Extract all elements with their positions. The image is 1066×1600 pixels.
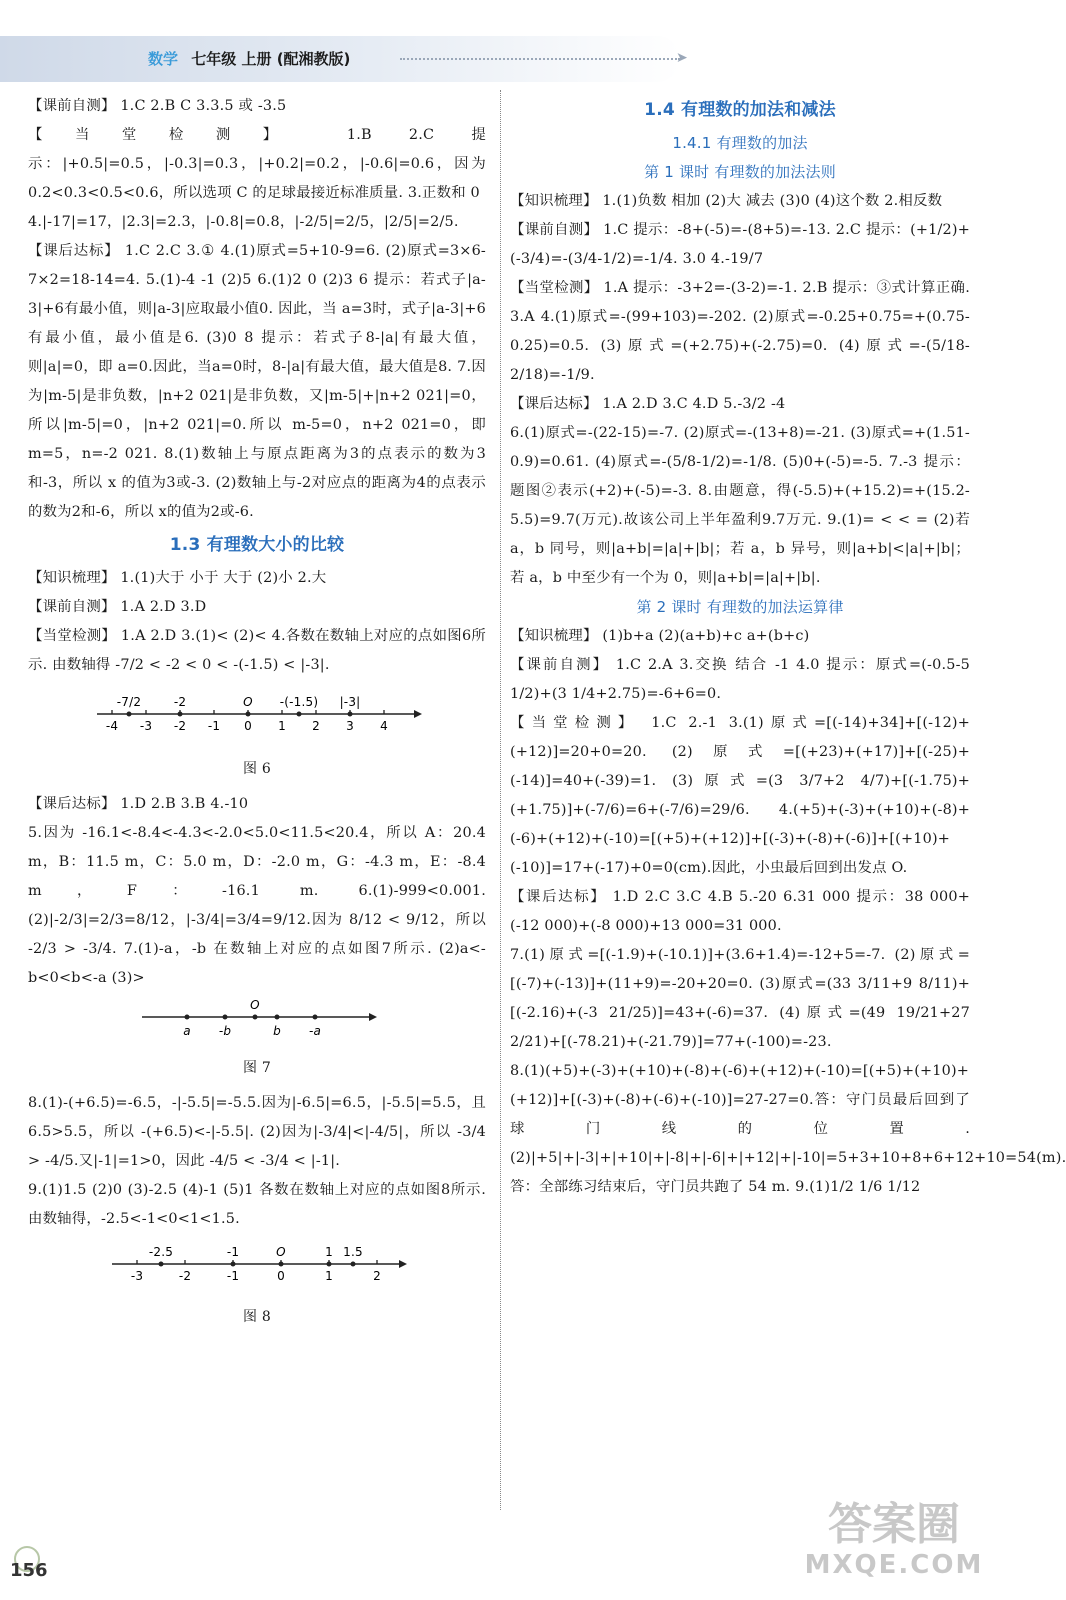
point-mark: [279, 1262, 284, 1267]
point-mark: [313, 1015, 318, 1020]
point-mark: [159, 1262, 164, 1267]
figure-7-caption: 图 7: [243, 1060, 271, 1076]
point-mark: [327, 1262, 332, 1267]
tick-label: -1: [207, 719, 221, 733]
point-mark: [297, 712, 302, 717]
figure-7: [28, 999, 486, 1083]
answer-line: 【课后达标】 1.D 2.C 3.C 4.B 5.-20 6.31 000 提示：38 000+(-12 000)+(-8 000)+13 000=31 000.: [510, 889, 970, 934]
header-title: 七年级 上册 (配湘教版): [191, 50, 351, 68]
point-label: -7/2: [116, 695, 142, 709]
header-dotted-line: [400, 58, 680, 60]
point-mark: [231, 1262, 236, 1267]
tick-label: 1: [278, 719, 286, 733]
point-label: -2: [173, 695, 187, 709]
figure-6: [28, 686, 486, 784]
answer-line: 4.|-17|=17，|2.3|=2.3，|-0.8|=0.8，|-2/5|=2/5，|2/5|=2/5.: [28, 214, 459, 230]
point-mark: [246, 712, 251, 717]
header-arrow-icon: ➤: [676, 50, 688, 66]
number-line-6: [92, 686, 422, 744]
watermark-logo: 答案圈 MXQE.COM: [804, 1499, 984, 1580]
tick-label: -2: [173, 719, 187, 733]
header-subject: 数学: [148, 50, 179, 68]
number-line-7: [137, 999, 377, 1043]
answer-line: 【课后达标】 1.A 2.D 3.C 4.D 5.-3/2 -4: [510, 396, 786, 412]
running-header: [148, 48, 350, 69]
point-label: O: [243, 695, 253, 709]
tick-label: 1: [325, 1269, 333, 1283]
answer-line: 【课前自测】 1.A 2.D 3.D: [28, 599, 207, 615]
point-mark: [223, 1015, 228, 1020]
answer-line: 【课前自测】 1.C 提示：-8+(-5)=-(8+5)=-13. 2.C 提示：(+1/2)+(-3/4)=-(3/4-1/2)=-1/4. 3.0 4.-19/7: [510, 222, 970, 267]
answer-line: 【知识梳理】 1.(1)负数 相加 (2)大 减去 (3)0 (4)这个数 2.相反数: [510, 193, 943, 209]
point-mark: [351, 1262, 356, 1267]
tick-label: -2: [178, 1269, 192, 1283]
tick-label: 4: [380, 719, 388, 733]
answer-line: 7.(1)原式=[(-1.9)+(-10.1)]+(3.6+1.4)=-12+5=-7. (2)原式=[(-7)+(-13)]+(11+9)=-20+20=0. (3)原式=(33 3/11+9 8/11)+[(-2.16)+(-3 21/25)]=43+(-6)=37. (4)原式=(49 19/21+27 2/21)+[(-78.21)+(-21.79)]=77+(-100)=-23.: [510, 947, 970, 1050]
answer-line: 8.(1)(+5)+(-3)+(+10)+(-8)+(-6)+(+12)+(-10)=[(+5)+(+10)+(+12)]+[(-3)+(-8)+(-6)+(-10)]=27-27=0.答：守门员最后回到了球门线的位置. (2)|+5|+|-3|+|+10|+|-8|+|-6|+|+12|+|-10|=5+3+10+8+6+12+10=54(m).答：全部练习结束后，守门员共跑了 54 m. 9.(1)1/2 1/6 1/12: [510, 1063, 1066, 1195]
figure-8-caption: 图 8: [243, 1309, 271, 1325]
answer-line: 【当堂检测】 1.A 2.D 3.(1)< (2)< 4.各数在数轴上对应的点如图6所示. 由数轴得 -7/2 < -2 < 0 < -(-1.5) < |-3|.: [28, 628, 486, 673]
tick-label: -3: [139, 719, 153, 733]
tick-label: 0: [277, 1269, 285, 1283]
page-number: 156: [10, 1560, 48, 1581]
point-label: 1: [325, 1245, 333, 1259]
point-label: b: [273, 1024, 281, 1038]
subsection-title: 1.4.1 有理数的加法: [672, 134, 808, 152]
tick-label: -3: [130, 1269, 144, 1283]
point-mark: [127, 712, 132, 717]
point-label: -1: [226, 1245, 240, 1259]
point-label: -(-1.5): [279, 695, 319, 709]
answer-line: 【当堂检测】 1.C 2.-1 3.(1)原式=[(-14)+34]+[(-12)+(+12)]=20+0=20. (2)原式=[(+23)+(+17)]+[(-25)+(-14)]=40+(-39)=1. (3)原式=(3 3/7+2 4/7)+[(-1.75)+(+1.75)]+(-7/6)=6+(-7/6)=29/6. 4.(+5)+(-3)+(+10)+(-8)+(-6)+(+12)+(-10)=[(+5)+(+12)]+[(-3)+(-8)+(-6)]+[(+10)+(-10)]=17+(-17)+0=0(cm).因此，小虫最后回到出发点 O.: [510, 715, 970, 876]
lesson-title: 第 2 课时 有理数的加法运算律: [636, 598, 844, 616]
answer-line: 9.(1)1.5 (2)0 (3)-2.5 (4)-1 (5)1 各数在数轴上对应的点如图8所示.由数轴得，-2.5<-1<0<1<1.5.: [28, 1182, 486, 1227]
tick-label: 0: [244, 719, 252, 733]
point-label: -a: [308, 1024, 322, 1038]
answer-line: 【知识梳理】 (1)b+a (2)(a+b)+c a+(b+c): [510, 628, 810, 644]
point-label: O: [250, 998, 260, 1012]
point-label: |-3|: [339, 695, 361, 709]
answer-line: 【课前自测】 1.C 2.B C 3.3.5 或 -3.5: [28, 98, 287, 114]
number-line-8: [107, 1240, 407, 1292]
point-label: 1.5: [343, 1245, 363, 1259]
right-column: [510, 92, 1066, 1202]
point-label: O: [276, 1245, 286, 1259]
answer-line: 【知识梳理】 1.(1)大于 小于 大于 (2)小 2.大: [28, 570, 327, 586]
answer-line: 【当堂检测】 1.A 提示：-3+2=-(3-2)=-1. 2.B 提示：③式计算正确. 3.A 4.(1)原式=-(99+103)=-202. (2)原式=-0.25+0.75=+(0.75-0.25)=0.5. (3)原式=(+2.75)+(-2.75)=0. (4)原式=-(5/18-2/18)=-1/9.: [510, 280, 970, 383]
section-title: 1.4 有理数的加法和减法: [644, 100, 836, 120]
section-title: 1.3 有理数大小的比较: [169, 535, 345, 555]
point-mark: [178, 712, 183, 717]
point-mark: [253, 1015, 258, 1020]
lesson-title: 第 1 课时 有理数的加法法则: [644, 163, 836, 181]
tick-label: 2: [312, 719, 320, 733]
answer-line: 【当堂检测】 1.B 2.C 提示：|+0.5|=0.5，|-0.3|=0.3，|+0.2|=0.2，|-0.6|=0.6，因为 0.2<0.3<0.5<0.6，所以选项 C 的足球最接近标准质量. 3.正数和 0: [28, 127, 486, 201]
answer-line: 5.因为 -16.1<-8.4<-4.3<-2.0<5.0<11.5<20.4，所以 A：20.4 m，B：11.5 m，C：5.0 m，D：-2.0 m，G：-4.3 m，E：-8.4 m，F：-16.1 m. 6.(1)-999<0.001. (2)|-2/3|=2/3=8/12，|-3/4|=3/4=9/12.因为 8/12 < 9/12，所以 -2/3 > -3/4. 7.(1)-a，-b 在数轴上对应的点如图7所示. (2)a<-b<0<b<-a (3)>: [28, 825, 486, 986]
point-mark: [275, 1015, 280, 1020]
point-mark: [185, 1015, 190, 1020]
answer-line: 【课前自测】 1.C 2.A 3.交换 结合 -1 4.0 提示：原式=(-0.5-5 1/2)+(3 1/4+2.75)=-6+6=0.: [510, 657, 970, 702]
tick-label: 3: [346, 719, 354, 733]
column-divider: [500, 90, 501, 1510]
figure-8: [28, 1240, 486, 1332]
tick-label: 2: [373, 1269, 381, 1283]
point-label: -2.5: [148, 1245, 174, 1259]
tick-label: -4: [105, 719, 119, 733]
point-label: a: [183, 1024, 191, 1038]
point-label: -b: [218, 1024, 232, 1038]
answer-line: 8.(1)-(+6.5)=-6.5，-|-5.5|=-5.5.因为|-6.5|=6.5，|-5.5|=5.5，且6.5>5.5，所以 -(+6.5)<-|-5.5|. (2)因为|-3/4|<|-4/5|，所以 -3/4 > -4/5.又|-1|=1>0，因此 -4/5 < -3/4 < |-1|.: [28, 1095, 486, 1169]
answer-line: 【课后达标】 1.D 2.B 3.B 4.-10: [28, 796, 249, 812]
tick-label: -1: [226, 1269, 240, 1283]
answer-line: 6.(1)原式=-(22-15)=-7. (2)原式=-(13+8)=-21. (3)原式=+(1.51-0.9)=0.61. (4)原式=-(5/8-1/2)=-1/8. (5)0+(-5)=-5. 7.-3 提示：题图②表示(+2)+(-5)=-3. 8.由题意，得(-5.5)+(+15.2)=+(15.2-5.5)=9.7(万元).故该公司上半年盈利9.7万元. 9.(1)= < < = (2)若 a，b 同号，则|a+b|=|a|+|b|；若 a，b 异号，则|a+b|<|a|+|b|；若 a，b 中至少有一个为 0，则|a+b|=|a|+|b|.: [510, 425, 970, 586]
figure-6-caption: 图 6: [243, 761, 271, 777]
answer-line: 【课后达标】 1.C 2.C 3.① 4.(1)原式=5+10-9=6. (2)原式=3×6-7×2=18-14=4. 5.(1)-4 -1 (2)5 6.(1)2 0 (2)3 6 提示：若式子|a-3|+6有最小值，则|a-3|应取最小值0. 因此，当 a=3时，式子|a-3|+6有最小值，最小值是6. (3)0 8 提示：若式子8-|a|有最大值，则|a|=0，即 a=0.因此，当a=0时，8-|a|有最大值，最大值是8. 7.因为|m-5|是非负数，|n+2 021|是非负数，又|m-5|+|n+2 021|=0，所以|m-5|=0，|n+2 021|=0.所以 m-5=0，n+2 021=0，即 m=5，n=-2 021. 8.(1)数轴上与原点距离为3的点表示的数为3和-3，所以 x 的值为3或-3. (2)数轴上与-2对应点的距离为4的点表示的数为2和-6，所以 x的值为2或-6.: [28, 243, 486, 520]
left-column: [28, 92, 486, 1338]
point-mark: [348, 712, 353, 717]
